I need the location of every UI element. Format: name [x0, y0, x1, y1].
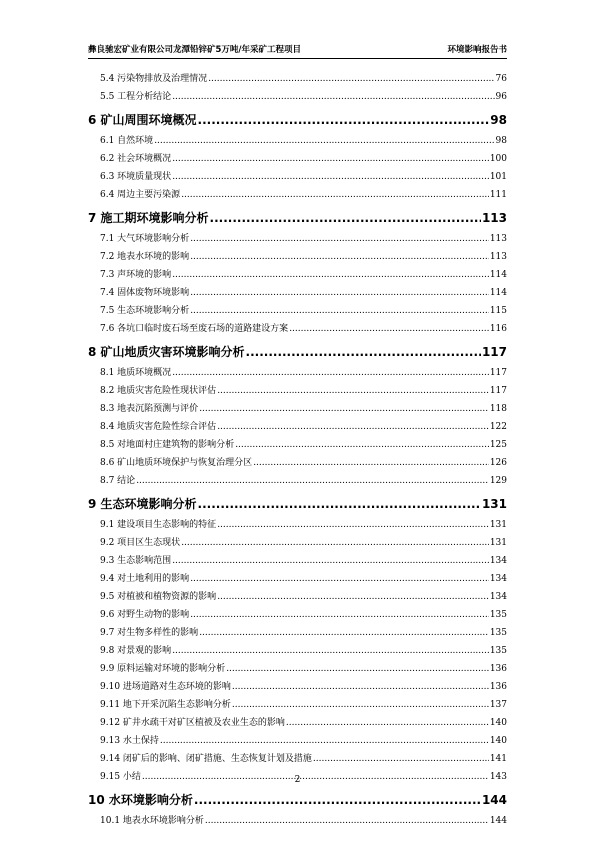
toc-entry-page: 143 [489, 772, 507, 782]
table-of-contents [88, 70, 507, 830]
toc-section-entry[interactable] [88, 284, 507, 302]
toc-entry-title: 6.3 环境质量现状 [100, 172, 172, 182]
toc-entry-title: 8.2 地质灾害危险性现状评估 [100, 386, 217, 396]
page-number: 2 [294, 775, 301, 785]
toc-section-entry[interactable] [88, 552, 507, 570]
toc-dot-leader [232, 678, 489, 696]
toc-dot-leader [198, 108, 490, 132]
toc-dot-leader [160, 732, 489, 750]
toc-dot-leader [190, 302, 489, 320]
toc-entry-title: 9.14 闭矿后的影响、闭矿措施、生态恢复计划及措施 [100, 754, 312, 764]
toc-entry-page: 100 [489, 154, 507, 164]
toc-dot-leader [190, 230, 489, 248]
toc-entry-title: 8.4 地质灾害危险性综合评估 [100, 422, 217, 432]
toc-dot-leader [205, 812, 489, 830]
toc-section-entry[interactable] [88, 588, 507, 606]
toc-entry-title: 9 生态环境影响分析 [88, 497, 197, 511]
toc-section-entry[interactable] [88, 750, 507, 768]
toc-section-entry[interactable] [88, 534, 507, 552]
toc-entry-page: 96 [495, 92, 507, 102]
toc-entry-page: 113 [489, 234, 507, 244]
toc-chapter-entry[interactable] [88, 206, 507, 230]
toc-dot-leader [190, 570, 489, 588]
toc-entry-page: 125 [489, 440, 507, 450]
toc-entry-page: 114 [489, 270, 507, 280]
toc-entry-title: 9.15 小结 [100, 772, 141, 782]
toc-entry-page: 135 [489, 628, 507, 638]
toc-entry-page: 116 [489, 324, 507, 334]
toc-dot-leader [190, 248, 489, 266]
toc-entry-page: 136 [489, 682, 507, 692]
toc-entry-page: 136 [489, 664, 507, 674]
toc-section-entry[interactable] [88, 436, 507, 454]
toc-entry-title: 7.1 大气环境影响分析 [100, 234, 190, 244]
toc-section-entry[interactable] [88, 132, 507, 150]
toc-entry-title: 7.5 生态环境影响分析 [100, 306, 190, 316]
toc-entry-title: 9.7 对生物多样性的影响 [100, 628, 199, 638]
toc-section-entry[interactable] [88, 248, 507, 266]
toc-dot-leader [172, 642, 489, 660]
toc-entry-title: 6.4 周边主要污染源 [100, 190, 181, 200]
toc-entry-page: 131 [489, 538, 507, 548]
toc-entry-title: 5.5 工程分析结论 [100, 92, 172, 102]
toc-entry-title: 6.2 社会环境概况 [100, 154, 172, 164]
toc-section-entry[interactable] [88, 88, 507, 106]
toc-entry-page: 118 [489, 404, 507, 414]
toc-dot-leader [217, 418, 489, 436]
header-document-type: 环境影响报告书 [447, 45, 507, 55]
toc-entry-page: 122 [489, 422, 507, 432]
toc-dot-leader [253, 454, 489, 472]
toc-dot-leader [172, 150, 489, 168]
toc-chapter-entry[interactable] [88, 788, 507, 812]
toc-entry-page: 134 [489, 556, 507, 566]
toc-section-entry[interactable] [88, 382, 507, 400]
toc-dot-leader [194, 788, 481, 812]
toc-dot-leader [313, 750, 489, 768]
toc-section-entry[interactable] [88, 302, 507, 320]
toc-section-entry[interactable] [88, 454, 507, 472]
toc-dot-leader [181, 186, 489, 204]
toc-dot-leader [235, 436, 489, 454]
toc-entry-page: 131 [489, 520, 507, 530]
toc-entry-page: 144 [489, 816, 507, 826]
toc-dot-leader [172, 552, 489, 570]
toc-entry-page: 113 [481, 211, 507, 225]
toc-section-entry[interactable] [88, 624, 507, 642]
toc-entry-page: 137 [489, 700, 507, 710]
toc-entry-title: 8.6 矿山地质环境保护与恢复治理分区 [100, 458, 253, 468]
toc-entry-page: 135 [489, 646, 507, 656]
toc-entry-title: 9.9 原料运输对环境的影响分析 [100, 664, 226, 674]
toc-entry-page: 144 [481, 793, 507, 807]
toc-entry-page: 126 [489, 458, 507, 468]
toc-entry-page: 98 [495, 136, 507, 146]
toc-section-entry[interactable] [88, 812, 507, 830]
toc-dot-leader [172, 88, 494, 106]
toc-section-entry[interactable] [88, 714, 507, 732]
toc-dot-leader [210, 206, 481, 230]
toc-entry-title: 10 水环境影响分析 [88, 793, 193, 807]
toc-entry-title: 6.1 自然环境 [100, 136, 154, 146]
toc-entry-page: 117 [489, 386, 507, 396]
toc-section-entry[interactable] [88, 320, 507, 338]
toc-dot-leader [226, 660, 489, 678]
toc-entry-page: 141 [489, 754, 507, 764]
toc-entry-title: 9.3 生态影响范围 [100, 556, 172, 566]
toc-entry-page: 98 [490, 113, 507, 127]
toc-dot-leader [190, 284, 489, 302]
toc-section-entry[interactable] [88, 642, 507, 660]
toc-entry-title: 7.3 声环境的影响 [100, 270, 172, 280]
page-header [88, 42, 507, 59]
toc-section-entry[interactable] [88, 400, 507, 418]
toc-entry-page: 140 [489, 736, 507, 746]
toc-section-entry[interactable] [88, 168, 507, 186]
toc-dot-leader [199, 400, 489, 418]
toc-entry-page: 131 [481, 497, 507, 511]
toc-section-entry[interactable] [88, 150, 507, 168]
toc-section-entry[interactable] [88, 660, 507, 678]
toc-entry-title: 9.4 对土地利用的影响 [100, 574, 190, 584]
toc-entry-title: 8.1 地质环境概况 [100, 368, 172, 378]
toc-entry-title: 7 施工期环境影响分析 [88, 211, 209, 225]
toc-section-entry[interactable] [88, 266, 507, 284]
toc-entry-page: 134 [489, 574, 507, 584]
toc-entry-page: 114 [489, 288, 507, 298]
toc-entry-title: 7.4 固体废物环境影响 [100, 288, 190, 298]
toc-entry-title: 9.12 矿井水疏干对矿区植被及农业生态的影响 [100, 718, 285, 728]
toc-entry-title: 8 矿山地质灾害环境影响分析 [88, 345, 245, 359]
toc-entry-title: 9.6 对野生动物的影响 [100, 610, 190, 620]
toc-entry-title: 7.2 地表水环境的影响 [100, 252, 190, 262]
header-project-title: 彝良驰宏矿业有限公司龙潭铅锌矿5万吨/年采矿工程项目 [88, 45, 302, 55]
toc-section-entry[interactable] [88, 678, 507, 696]
toc-dot-leader [172, 364, 489, 382]
toc-entry-page: 129 [489, 476, 507, 486]
toc-entry-page: 113 [489, 252, 507, 262]
toc-dot-leader [172, 168, 489, 186]
toc-section-entry[interactable] [88, 606, 507, 624]
toc-entry-page: 111 [489, 190, 507, 200]
toc-section-entry[interactable] [88, 570, 507, 588]
toc-entry-title: 9.10 进场道路对生态环境的影响 [100, 682, 231, 692]
toc-section-entry[interactable] [88, 70, 507, 88]
toc-chapter-entry[interactable] [88, 492, 507, 516]
toc-dot-leader [217, 382, 489, 400]
toc-entry-page: 134 [489, 592, 507, 602]
toc-entry-page: 117 [481, 345, 507, 359]
toc-entry-title: 9.1 建设项目生态影响的特征 [100, 520, 217, 530]
toc-entry-title: 9.11 地下开采沉陷生态影响分析 [100, 700, 231, 710]
toc-entry-title: 8.5 对地面村庄建筑物的影响分析 [100, 440, 235, 450]
toc-chapter-entry[interactable] [88, 108, 507, 132]
toc-entry-title: 9.5 对植被和植物资源的影响 [100, 592, 217, 602]
toc-entry-title: 6 矿山周围环境概况 [88, 113, 197, 127]
toc-dot-leader [289, 320, 489, 338]
toc-entry-title: 8.7 结论 [100, 476, 136, 486]
toc-section-entry[interactable] [88, 230, 507, 248]
toc-entry-page: 117 [489, 368, 507, 378]
toc-entry-title: 7.6 各坑口临时废石场至废石场的道路建设方案 [100, 324, 289, 334]
toc-entry-page: 135 [489, 610, 507, 620]
toc-entry-title: 10.1 地表水环境影响分析 [100, 816, 204, 826]
toc-entry-title: 9.2 项目区生态现状 [100, 538, 181, 548]
toc-section-entry[interactable] [88, 418, 507, 436]
toc-entry-page: 76 [495, 74, 507, 84]
toc-entry-title: 9.13 水土保持 [100, 736, 159, 746]
toc-entry-title: 9.8 对景观的影响 [100, 646, 172, 656]
toc-dot-leader [232, 696, 489, 714]
toc-dot-leader [217, 588, 489, 606]
toc-section-entry[interactable] [88, 472, 507, 490]
toc-section-entry[interactable] [88, 516, 507, 534]
toc-section-entry[interactable] [88, 186, 507, 204]
toc-dot-leader [208, 70, 494, 88]
toc-dot-leader [198, 492, 481, 516]
toc-section-entry[interactable] [88, 364, 507, 382]
toc-section-entry[interactable] [88, 696, 507, 714]
toc-dot-leader [286, 714, 489, 732]
toc-entry-title: 5.4 污染物排放及治理情况 [100, 74, 208, 84]
toc-chapter-entry[interactable] [88, 340, 507, 364]
toc-entry-title: 8.3 地表沉陷预测与评价 [100, 404, 199, 414]
toc-dot-leader [136, 472, 489, 490]
toc-dot-leader [190, 606, 489, 624]
toc-dot-leader [154, 132, 494, 150]
toc-dot-leader [199, 624, 489, 642]
toc-entry-page: 101 [489, 172, 507, 182]
toc-dot-leader [246, 340, 481, 364]
toc-dot-leader [181, 534, 489, 552]
toc-entry-page: 140 [489, 718, 507, 728]
toc-section-entry[interactable] [88, 732, 507, 750]
toc-dot-leader [217, 516, 489, 534]
toc-dot-leader [172, 266, 489, 284]
toc-entry-page: 115 [489, 306, 507, 316]
